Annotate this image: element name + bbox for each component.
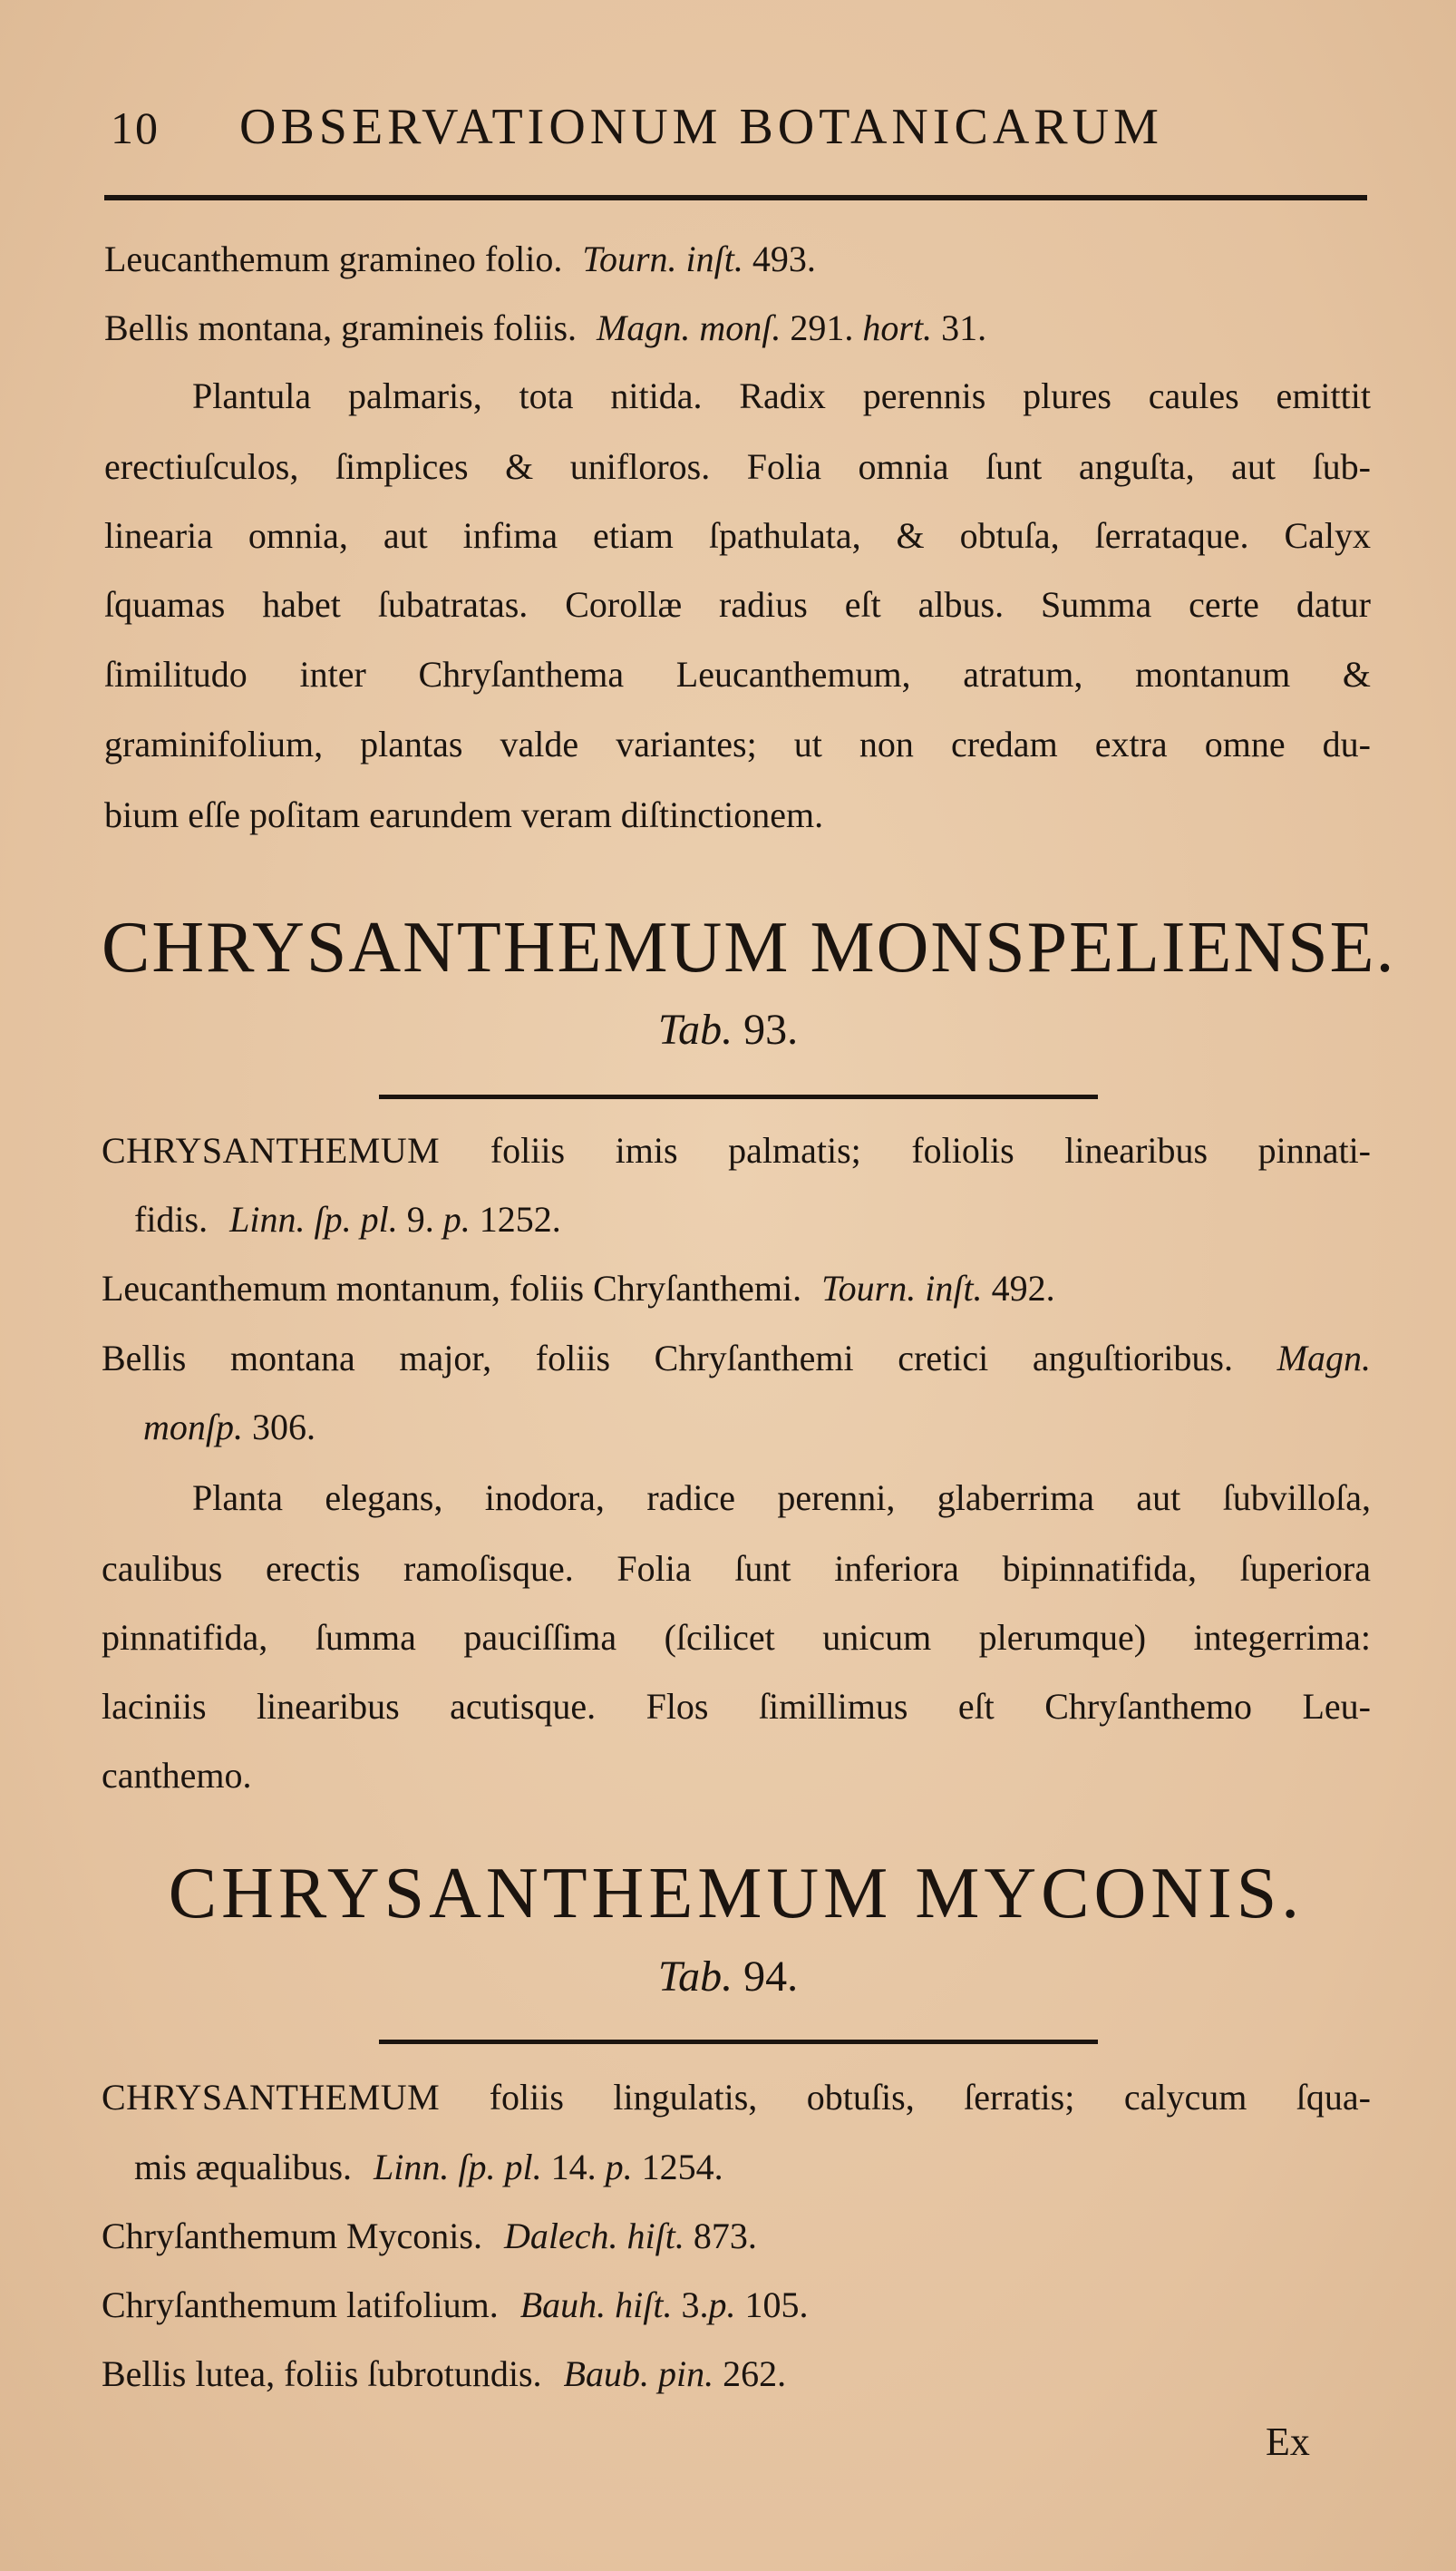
description-line: linearia omnia, aut infima etiam ſpathulata, & obtuſa, ſerrataque. Calyx <box>104 515 1371 556</box>
species-heading: CHRYSANTHEMUM MONSPELIENSE. <box>102 908 1396 988</box>
synonym-line: monſp. 306. <box>143 1407 315 1447</box>
description-line: canthemo. <box>102 1755 252 1796</box>
plate-reference: Tab. 94. <box>657 1953 799 2001</box>
synonym-line: Bellis montana, gramineis foliis. Magn. monſ. 291. hort. 31. <box>104 307 987 348</box>
synonym-line: Bellis montana major, foliis Chryſanthemi cretici anguſtioribus. Magn. <box>102 1338 1371 1378</box>
synonym-line: Leucanthemum gramineo folio. Tourn. inſt. 493. <box>104 239 816 279</box>
diagnosis-line: CHRYSANTHEMUM foliis lingulatis, obtuſis, ſerratis; calycum ſqua- <box>102 2077 1371 2118</box>
description-line: caulibus erectis ramoſisque. Folia ſunt inferiora bipinnatifida, ſuperiora <box>102 1548 1371 1589</box>
description-line: ſquamas habet ſubatratas. Corollæ radius eſt albus. Summa certe datur <box>104 584 1371 625</box>
description-line: Planta elegans, inodora, radice perenni, glaberrima aut ſubvilloſa, <box>192 1477 1371 1518</box>
description-line: pinnatifida, ſumma pauciſſima (ſcilicet unicum plerumque) integerrima: <box>102 1617 1371 1658</box>
synonym-line: Chryſanthemum Myconis. Dalech. hiſt. 873. <box>102 2216 757 2256</box>
catchword: Ex <box>1266 2420 1310 2464</box>
description-line: Plantula palmaris, tota nitida. Radix perennis plures caules emittit <box>192 375 1371 416</box>
diagnosis-line: mis æqualibus. Linn. ſp. pl. 14. p. 1254. <box>134 2147 723 2187</box>
description-line: laciniis linearibus acutisque. Flos ſimillimus eſt Chryſanthemo Leu- <box>102 1686 1371 1727</box>
description-line: graminifolium, plantas valde variantes; ut non credam extra omne du- <box>104 724 1371 764</box>
synonym-line: Bellis lutea, foliis ſubrotundis. Baub. pin. 262. <box>102 2353 787 2394</box>
section-rule <box>379 1095 1098 1099</box>
description-line: ſimilitudo inter Chryſanthema Leucanthemum, atratum, montanum & <box>104 654 1371 695</box>
description-line: erectiuſculos, ſimplices & unifloros. Folia omnia ſunt anguſta, aut ſub- <box>104 446 1371 487</box>
description-line: bium eſſe poſitam earundem veram diſtinctionem. <box>104 794 824 835</box>
diagnosis-line: fidis. Linn. ſp. pl. 9. p. 1252. <box>134 1199 561 1240</box>
running-head <box>111 98 1380 170</box>
synonym-line: Chryſanthemum latifolium. Bauh. hiſt. 3.p. 105. <box>102 2284 809 2325</box>
header-rule <box>104 195 1367 200</box>
plate-reference: Tab. 93. <box>657 1006 799 1054</box>
species-heading: CHRYSANTHEMUM MYCONIS. <box>168 1854 1305 1933</box>
diagnosis-line: CHRYSANTHEMUM foliis imis palmatis; foliolis linearibus pinnati- <box>102 1130 1372 1171</box>
running-title: OBSERVATIONUM BOTANICARUM <box>239 99 1163 155</box>
synonym-line: Leucanthemum montanum, foliis Chryſanthemi. Tourn. inſt. 492. <box>102 1268 1055 1309</box>
section-rule <box>379 2040 1098 2044</box>
page-number: 10 <box>111 102 160 153</box>
